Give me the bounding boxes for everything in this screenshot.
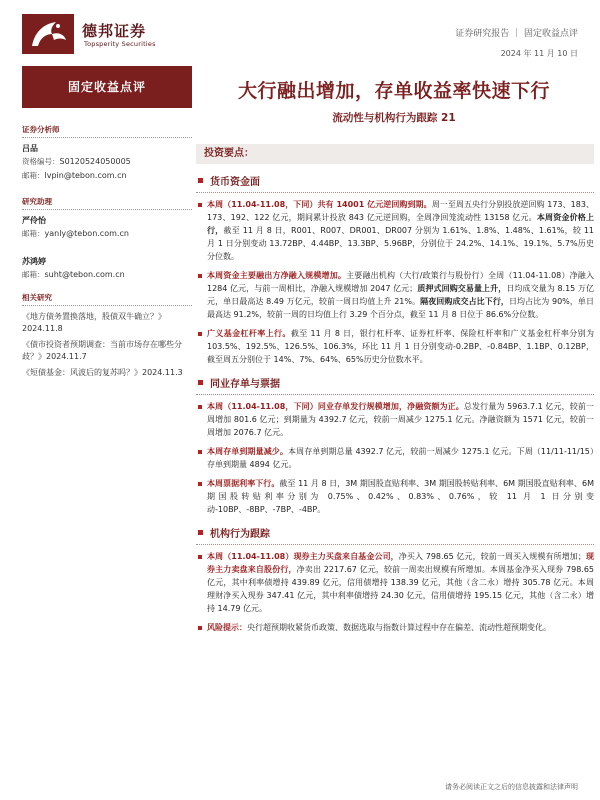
assistant-section xyxy=(22,196,192,283)
tebon-logo-icon xyxy=(22,14,74,54)
bullet-lead: 广义基金杠杆率上行。 xyxy=(207,329,291,338)
related-report-title: 《短债基金：风波后的复苏吗？》 xyxy=(22,368,142,377)
bullet-item xyxy=(196,327,594,366)
section-heading xyxy=(196,524,594,540)
brand-name-en: Topsperity Securities xyxy=(84,40,156,48)
bullet-text: 央行超预期收紧货币政策、数据选取与指数计算过程中存在偏差、流动性超预期变化。 xyxy=(247,623,551,632)
bullet-text: 周一至周五央行分别投放逆回购 173、183、173、192、122 亿元，期间累计投放 843 亿元逆回购，全周净回笼流动性 13158 亿元。 xyxy=(207,200,594,222)
bullet-emphasis: 本周资金价格上行， xyxy=(207,213,594,235)
bullet-icon xyxy=(198,203,202,207)
divider xyxy=(196,544,594,545)
bullet-text: 截至 11 月 8 日，3M 期国股直贴利率、3M 期国股转贴利率、6M 期国股直贴利率、6M 期国股转贴利率分别为 0.75%、0.42%、0.83%、0.76%，较 11 月 1 日分别变动-10BP、-8BP、-7BP、-4BP。 xyxy=(207,479,594,514)
assistant-name: 苏鸿婷 xyxy=(22,257,46,266)
bullet-text: 净买入 798.65 亿元，较前一周买入规模有所增加； xyxy=(398,552,586,561)
analyst-heading: 证券分析师 xyxy=(22,124,192,138)
section-heading xyxy=(196,374,594,390)
bullet-emphasis: 质押式回购交易量上升， xyxy=(417,284,507,293)
assistant-email-link[interactable]: yanly@tebon.com.cn xyxy=(44,229,129,238)
related-report-title: 《地方债务置换落地，股债双牛确立？》 xyxy=(22,312,166,321)
cert-label: 资格编号： xyxy=(22,157,60,166)
related-report[interactable] xyxy=(22,367,192,379)
bullet-lead: 本周（11.04-11.08，下同）同业存单发行规模增加，净融资额为正。 xyxy=(207,402,464,411)
assistant-name: 严伶怡 xyxy=(22,216,46,225)
report-type: 证券研究报告 ｜ 固定收益点评 xyxy=(455,29,578,39)
bullet-lead: 本周（11.04-11.08，下同）共有 14001 亿元逆回购到期。 xyxy=(207,200,432,209)
square-bullet-icon xyxy=(198,380,203,385)
email-label: 邮箱： xyxy=(22,229,45,238)
bullet-text: 日均占比为 90%，单日最高达 91.2%，较前一周的日均值上行 3.29 个百分点，截至 11 月 8 日位于 86.6%分位数。 xyxy=(207,297,594,319)
bullet-icon xyxy=(198,555,202,559)
section-institution-behavior xyxy=(196,524,594,634)
related-report-date: 2024.11.8 xyxy=(22,324,63,333)
bullet-text: 截至 11 月 8 日，银行杠杆率、证券杠杆率、保险杠杆率和广义基金杠杆率分别为 103.5%、192.5%、126.5%、106.3%，环比 11 月 1 日分别变动-0.2BP、-0.84BP、1.1BP、0.12BP，截至周五分别位于 14%、7%、64%、65%历史分位数水平。 xyxy=(207,329,594,364)
analyst-email xyxy=(22,170,192,182)
related-heading: 相关研究 xyxy=(22,292,192,306)
risk-warning xyxy=(196,621,594,634)
bullet-item xyxy=(196,477,594,516)
bullet-text: 本周存单到期总量 4392.7 亿元，较前一周减少 1275.1 亿元。下周（11/11-11/15）存单到期量 4894 亿元。 xyxy=(207,447,594,469)
analyst-name: 吕品 xyxy=(22,144,38,153)
email-label: 邮箱： xyxy=(22,270,45,279)
assistant-email-link[interactable]: suht@tebon.com.cn xyxy=(44,270,125,279)
related-report-date: 2024.11.3 xyxy=(142,368,183,377)
related-report-date: 2024.11.7 xyxy=(46,352,87,361)
divider xyxy=(196,394,594,395)
bullet-item xyxy=(196,198,594,263)
bullet-lead: 本周票据利率下行。 xyxy=(207,479,280,488)
email-label: 邮箱： xyxy=(22,171,45,180)
bullet-text: 截至 11 月 8 日，R001、R007、DR001、DR007 分别为 1.61%、1.8%、1.48%、1.61%，较 11 月 1 日分别变动 13.72BP、4.44BP、13.3BP、5.96BP，分别位于 24.2%、14.1%、19.1%、5.7%历史分位数。 xyxy=(207,226,595,261)
cert-number: S0120524050005 xyxy=(59,157,131,166)
assistant-email xyxy=(22,269,192,281)
related-report-title: 《债市投资者预期调查：当前市场存在哪些分歧？》 xyxy=(22,340,182,361)
category-tag: 固定收益点评 xyxy=(22,66,192,108)
bullet-icon xyxy=(198,626,202,630)
main-content xyxy=(196,144,594,640)
bullet-emphasis: 隔夜回购成交占比下行， xyxy=(420,297,509,306)
analyst-cert xyxy=(22,156,192,168)
bullet-text: 主要融出机构（大行/政策行与股份行）全周（11.04-11.08）净融入 1284 亿元，与前一周相比，净融入规模增加 2047 亿元； xyxy=(207,271,594,293)
page-header xyxy=(0,0,600,60)
bullet-item xyxy=(196,445,594,471)
summary-heading: 投资要点： xyxy=(196,144,594,164)
bullet-icon xyxy=(198,332,202,336)
bullet-item xyxy=(196,550,594,615)
bullet-icon xyxy=(198,274,202,278)
footer-disclaimer: 请务必阅读正文之后的信息披露和法律声明 xyxy=(445,783,578,791)
bullet-text: 净卖出 2217.67 亿元，较前一周卖出规模有所增加。本周基金净买入现券 798.65 亿元，其中利率债增持 439.89 亿元，信用债增持 138.39 亿元，其他（含二永）增持 305.78 亿元。本周理财净买入现券 347.41 亿元，其中利率债增持 24.30 亿元，信用债增持 195.15 亿元，其他（含二永）增持 14.79 亿元。 xyxy=(207,565,595,613)
bullet-lead: 本周（11.04-11.08）现券主力买盘来自基金公司， xyxy=(207,552,399,561)
section-money-market xyxy=(196,172,594,366)
bullet-lead: 本周存单到期量减少。 xyxy=(207,447,289,456)
assistant-heading: 研究助理 xyxy=(22,196,192,210)
bullet-text: 日均成交量为 8.15 万亿元，单日最高达 8.49 万亿元，较前一周日均值上升 21%。 xyxy=(207,284,594,306)
brand-name: 德邦证券 xyxy=(82,22,147,40)
report-date: 2024 年 11 月 10 日 xyxy=(500,49,578,58)
square-bullet-icon xyxy=(198,178,203,183)
related-report[interactable] xyxy=(22,339,192,363)
related-report[interactable] xyxy=(22,311,192,335)
divider xyxy=(196,192,594,193)
bullet-lead: 本周资金主要融出方净融入规模增加。 xyxy=(207,271,347,280)
related-section xyxy=(22,292,192,383)
analyst-email-link[interactable]: lvpin@tebon.com.cn xyxy=(44,171,127,180)
assistant-email xyxy=(22,228,192,240)
bullet-icon xyxy=(198,405,202,409)
square-bullet-icon xyxy=(198,530,203,535)
section-cd-bills xyxy=(196,374,594,516)
page-title: 大行融出增加，存单收益率快速下行 xyxy=(237,80,550,102)
bullet-lead: 风险提示： xyxy=(207,623,247,632)
page-subtitle: 流动性与机构行为跟踪 21 xyxy=(332,112,456,124)
analyst-section xyxy=(22,124,192,184)
bullet-icon xyxy=(198,450,202,454)
section-heading xyxy=(196,172,594,188)
bullet-item xyxy=(196,400,594,439)
bullet-emphasis: 现券主力卖盘来自股份行， xyxy=(207,552,595,574)
bullet-text: 总发行量为 5963.7.1 亿元，较前一周增加 801.6 亿元；到期量为 4392.7 亿元，较前一周减少 1275.1 亿元。净融资额为 1571 亿元，较前一周增加 2076.7 亿元。 xyxy=(207,402,594,437)
section-title: 同业存单与票据 xyxy=(210,378,280,390)
section-title: 机构行为跟踪 xyxy=(210,528,270,540)
section-title: 货币资金面 xyxy=(210,176,260,188)
bullet-icon xyxy=(198,482,202,486)
bullet-item xyxy=(196,269,594,321)
